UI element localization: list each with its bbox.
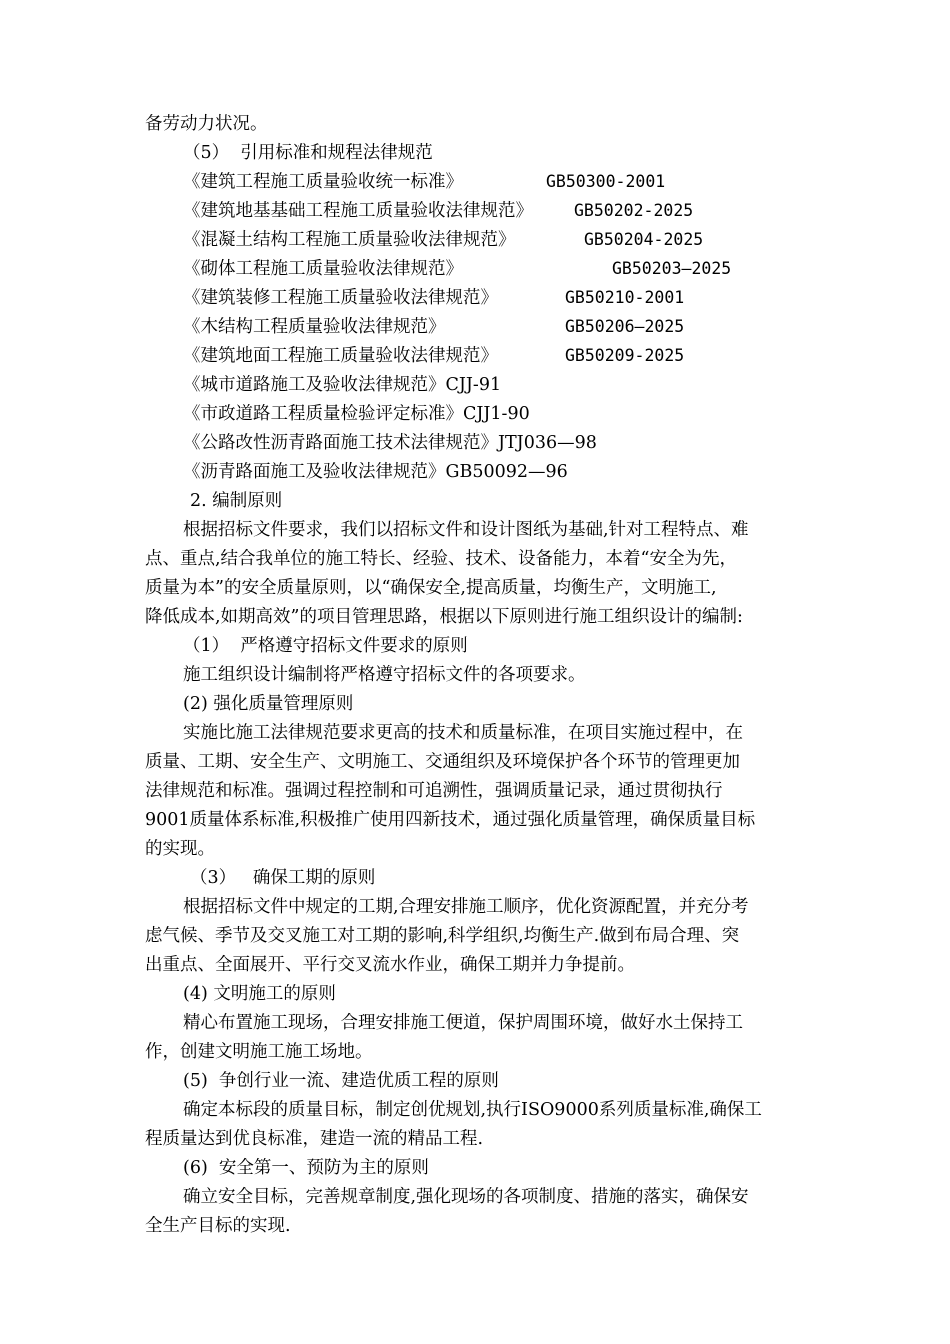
paragraph-line: 降低成本,如期高效”的项目管理思路，根据以下原则进行施工组织设计的编制: [145,607,743,627]
standard-title: 《建筑地面工程施工质量验收法律规范》 [183,346,498,366]
paragraph-line: 9001质量体系标准,积极推广使用四新技术，通过强化质量管理，确保质量目标 [145,810,756,830]
subsection-heading: (4) 文明施工的原则 [183,984,336,1004]
standard-code: GB50203—2025 [612,259,732,278]
paragraph-line: 根据招标文件中规定的工期,合理安排施工顺序，优化资源配置，并充分考 [183,897,749,917]
section-heading: 2. 编制原则 [190,491,283,511]
subsection-heading: （1） 严格遵守招标文件要求的原则 [183,636,468,656]
subsection-heading: （3） 确保工期的原则 [190,868,376,888]
paragraph-line: 全生产目标的实现. [145,1216,291,1236]
paragraph-line: 质量、工期、安全生产、文明施工、交通组织及环境保护各个环节的管理更加 [145,752,740,772]
standard-title: 《木结构工程质量验收法律规范》 [183,317,446,337]
subsection-heading: (2) 强化质量管理原则 [183,694,354,714]
standard-title: 《公路改性沥青路面施工技术法律规范》JTJ036—98 [183,433,597,453]
paragraph-line: 点、重点,结合我单位的施工特长、经验、技术、设备能力，本着“安全为先， [145,549,738,569]
paragraph-line: 施工组织设计编制将严格遵守招标文件的各项要求。 [183,665,586,685]
standard-title: 《市政道路工程质量检验评定标准》CJJ1-90 [183,404,530,424]
standard-code: GB50204-2025 [584,230,704,249]
paragraph-line: 确立安全目标，完善规章制度,强化现场的各项制度、措施的落实，确保安 [183,1187,749,1207]
standard-title: 《砌体工程施工质量验收法律规范》 [183,259,463,279]
section-heading: （5） 引用标准和规程法律规范 [183,143,433,163]
standard-code: GB50202-2025 [574,201,694,220]
paragraph-line: 精心布置施工现场，合理安排施工便道，保护周围环境，做好水土保持工 [183,1013,743,1033]
standard-code: GB50300-2001 [546,172,666,191]
paragraph-line: 备劳动力状况。 [145,114,268,134]
paragraph-line: 虑气候、季节及交叉施工对工期的影响,科学组织,均衡生产.做到布局合理、突 [145,926,740,946]
standard-title: 《沥青路面施工及验收法律规范》GB50092—96 [183,462,568,482]
standard-code: GB50210-2001 [565,288,685,307]
standard-code: GB50209-2025 [565,346,685,365]
standard-title: 《混凝土结构工程施工质量验收法律规范》 [183,230,516,250]
subsection-heading: (5) 争创行业一流、建造优质工程的原则 [183,1071,499,1091]
standard-code: GB50206—2025 [565,317,685,336]
standard-title: 《建筑装修工程施工质量验收法律规范》 [183,288,498,308]
paragraph-line: 的实现。 [145,839,215,859]
paragraph-line: 确定本标段的质量目标，制定创优规划,执行ISO9000系列质量标准,确保工 [183,1100,762,1120]
paragraph-line: 质量为本”的安全质量原则，以“确保安全,提高质量，均衡生产，文明施工, [145,578,717,598]
paragraph-line: 程质量达到优良标准，建造一流的精品工程. [145,1129,484,1149]
standard-title: 《城市道路施工及验收法律规范》CJJ-91 [183,375,502,395]
standard-title: 《建筑工程施工质量验收统一标准》 [183,172,463,192]
paragraph-line: 作，创建文明施工施工场地。 [145,1042,373,1062]
paragraph-line: 法律规范和标准。强调过程控制和可追溯性，强调质量记录，通过贯彻执行 [145,781,723,801]
subsection-heading: (6) 安全第一、预防为主的原则 [183,1158,429,1178]
paragraph-line: 根据招标文件要求，我们以招标文件和设计图纸为基础,针对工程特点、难 [183,520,749,540]
paragraph-line: 实施比施工法律规范要求更高的技术和质量标准，在项目实施过程中，在 [183,723,743,743]
standard-title: 《建筑地基基础工程施工质量验收法律规范》 [183,201,533,221]
paragraph-line: 出重点、全面展开、平行交叉流水作业，确保工期并力争提前。 [145,955,635,975]
